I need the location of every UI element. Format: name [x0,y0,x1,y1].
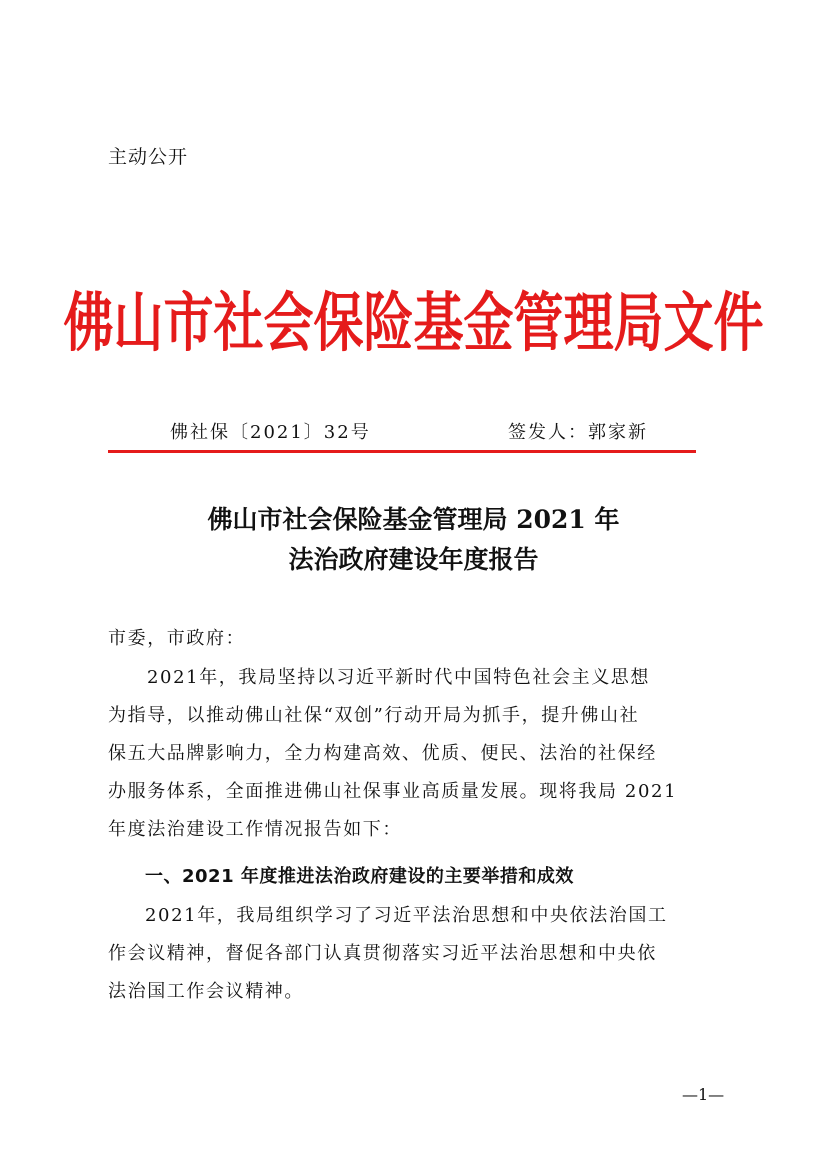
document-number: 佛社保〔2021〕32号 [170,422,371,443]
section1-heading: 一、2021 年度推进法治政府建设的主要举措和成效 [145,866,574,887]
section1-line: 作会议精神，督促各部门认真贯彻落实习近平法治思想和中央依 [108,943,657,964]
report-title-line1: 佛山市社会保险基金管理局 2021 年 [207,505,620,534]
section1-line: 法治国工作会议精神。 [108,981,304,1002]
disclosure-label: 主动公开 [108,146,189,168]
masthead-title: 佛山市社会保险基金管理局文件 [63,286,764,361]
intro-line: 年度法治建设工作情况报告如下： [108,819,402,840]
intro-line: 保五大品牌影响力，全力构建高效、优质、便民、法治的社保经 [108,743,657,764]
section1-line: 2021年，我局组织学习了习近平法治思想和中央依法治国工 [145,905,668,926]
page-number: —1— [682,1085,725,1104]
intro-line: 2021年，我局坚持以习近平新时代中国特色社会主义思想 [147,667,651,688]
intro-line: 办服务体系，全面推进佛山社保事业高质量发展。现将我局 2021 [108,781,678,802]
report-title-line2: 法治政府建设年度报告 [288,545,539,574]
issuer-label: 签发人：郭家新 [508,422,648,443]
intro-line: 为指导，以推动佛山社保“双创”行动开局为抓手，提升佛山社 [108,705,640,726]
red-divider-line [108,450,696,453]
salutation: 市委，市政府： [108,628,246,649]
